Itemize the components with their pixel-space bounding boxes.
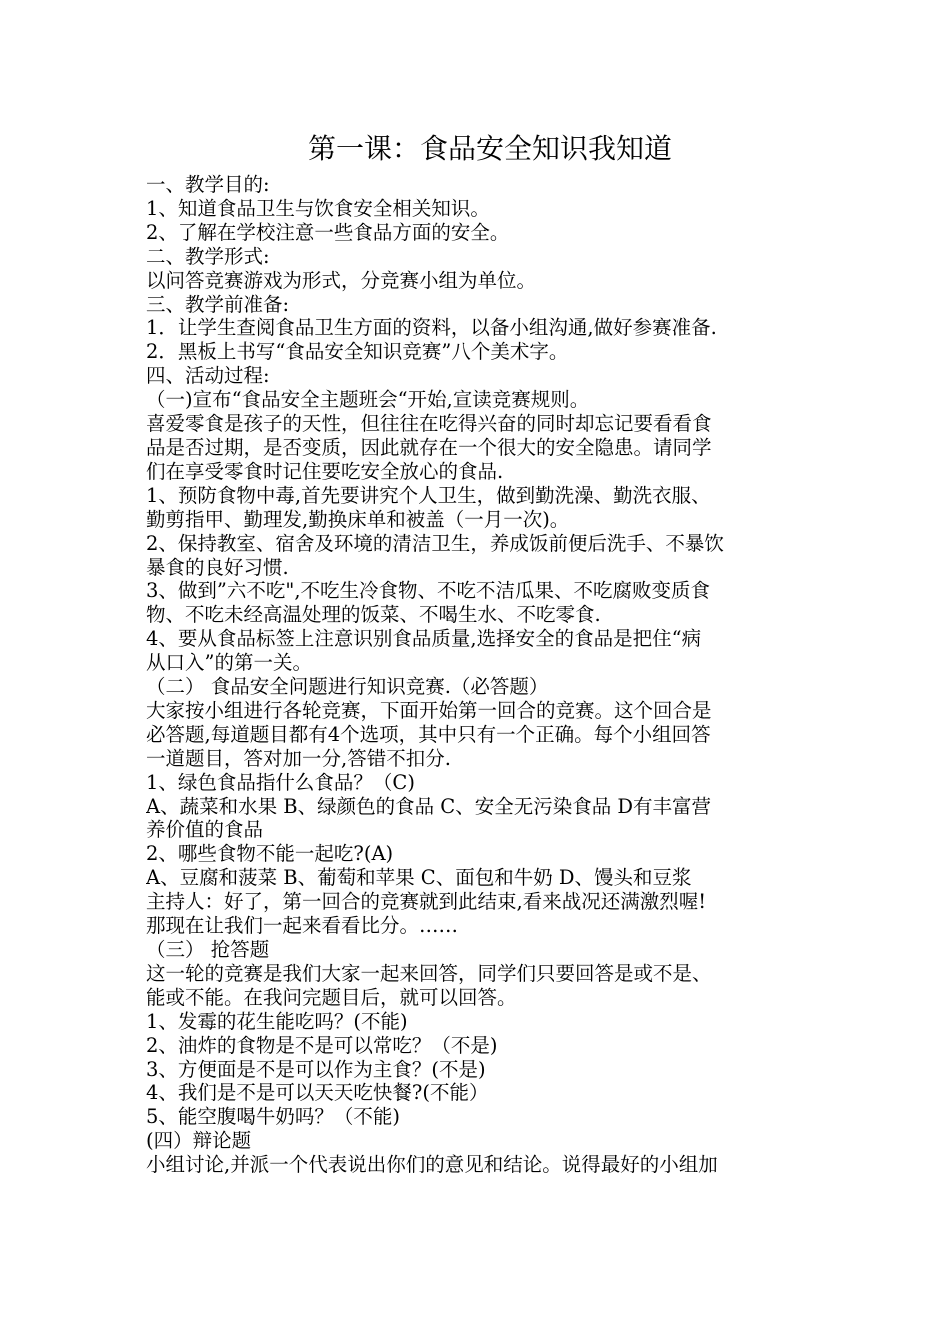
text-line: 这一轮的竞赛是我们大家一起来回答，同学们只要回答是或不是、 [146, 961, 712, 985]
text-line: 三、教学前准备: [146, 292, 290, 316]
document-body [146, 173, 808, 1177]
text-line: 能或不能。在我问完题目后，就可以回答。 [146, 985, 517, 1009]
text-line: 从口入”的第一关。 [146, 651, 312, 675]
text-line: 养价值的食品 [146, 818, 264, 842]
text-line: （三） 抢答题 [146, 938, 270, 961]
text-line: 四、活动过程: [146, 364, 270, 388]
text-line: 以问答竞赛游戏为形式，分竞赛小组为单位。 [146, 268, 537, 292]
text-line: （一)宣布“食品安全主题班会“开始,宣读竞赛规则。 [146, 388, 590, 412]
text-line: （二） 食品安全问题进行知识竞赛.（必答题） [146, 675, 549, 699]
text-line: 大家按小组进行各轮竞赛，下面开始第一回合的竞赛。这个回合是 [146, 698, 712, 722]
text-line: 2、了解在学校注意一些食品方面的安全。 [146, 220, 510, 244]
text-line: 物、不吃未经高温处理的饭菜、不喝生水、不吃零食. [146, 603, 601, 627]
text-line: A、豆腐和菠菜 B、葡萄和苹果 C、面包和牛奶 D、馒头和豆浆 [146, 866, 692, 890]
text-line: 5、能空腹喝牛奶吗？（不能) [146, 1105, 401, 1129]
text-line: 2、保持教室、宿舍及环境的清洁卫生，养成饭前便后洗手、不暴饮 [146, 531, 724, 555]
text-line: 2、哪些食物不能一起吃?(A) [146, 842, 394, 866]
text-line: 1、发霉的花生能吃吗？(不能) [146, 1009, 408, 1033]
text-line: 主持人：好了，第一回合的竞赛就到此结束,看来战况还满激烈喔! [146, 890, 707, 914]
text-line: 4、要从食品标签上注意识别食品质量,选择安全的食品是把住“病 [146, 627, 702, 651]
text-line: A、蔬菜和水果 B、绿颜色的食品 C、安全无污染食品 D有丰富营 [146, 794, 712, 818]
text-line: 必答题,每道题目都有4个选项，其中只有一个正确。每个小组回答 [146, 722, 711, 746]
text-line: 4、我们是不是可以天天吃快餐?(不能） [146, 1081, 489, 1105]
text-line: 3、做到”六不吃",不吃生冷食物、不吃不洁瓜果、不吃腐败变质食 [146, 579, 711, 603]
text-line: 们在享受零食时记住要吃安全放心的食品. [146, 459, 504, 483]
text-line: 1．让学生查阅食品卫生方面的资料，以备小组沟通,做好参赛准备. [146, 316, 717, 340]
text-line: 一、教学目的: [146, 173, 270, 196]
text-line: 2．黑板上书写“食品安全知识竞赛”八个美术字。 [146, 340, 569, 364]
text-line: 暴食的良好习惯. [146, 555, 289, 579]
text-line: 一道题目，答对加一分,答错不扣分. [146, 746, 451, 770]
text-line: 品是否过期，是否变质，因此就存在一个很大的安全隐患。请同学 [146, 435, 712, 459]
text-line: 二、教学形式: [146, 244, 270, 268]
text-line: 1、绿色食品指什么食品？（C) [146, 770, 415, 794]
text-line: 那现在让我们一起来看看比分。…… [146, 914, 459, 938]
text-line: 1、预防食物中毒,首先要讲究个人卫生，做到勤洗澡、勤洗衣服、 [146, 483, 711, 507]
text-line: 小组讨论,并派一个代表说出你们的意见和结论。说得最好的小组加 [146, 1153, 718, 1177]
text-line: 2、油炸的食物是不是可以常吃？（不是) [146, 1033, 498, 1057]
text-line: 勤剪指甲、勤理发,勤换床单和被盖（一月一次)。 [146, 507, 570, 531]
document-title: 第一课：食品安全知识我知道 [307, 132, 672, 165]
text-line: (四）辩论题 [146, 1129, 252, 1153]
text-line: 1、知道食品卫生与饮食安全相关知识。 [146, 196, 490, 220]
text-line: 3、方便面是不是可以作为主食？(不是) [146, 1057, 486, 1081]
text-line: 喜爱零食是孩子的天性，但往往在吃得兴奋的同时却忘记要看看食 [146, 412, 712, 436]
